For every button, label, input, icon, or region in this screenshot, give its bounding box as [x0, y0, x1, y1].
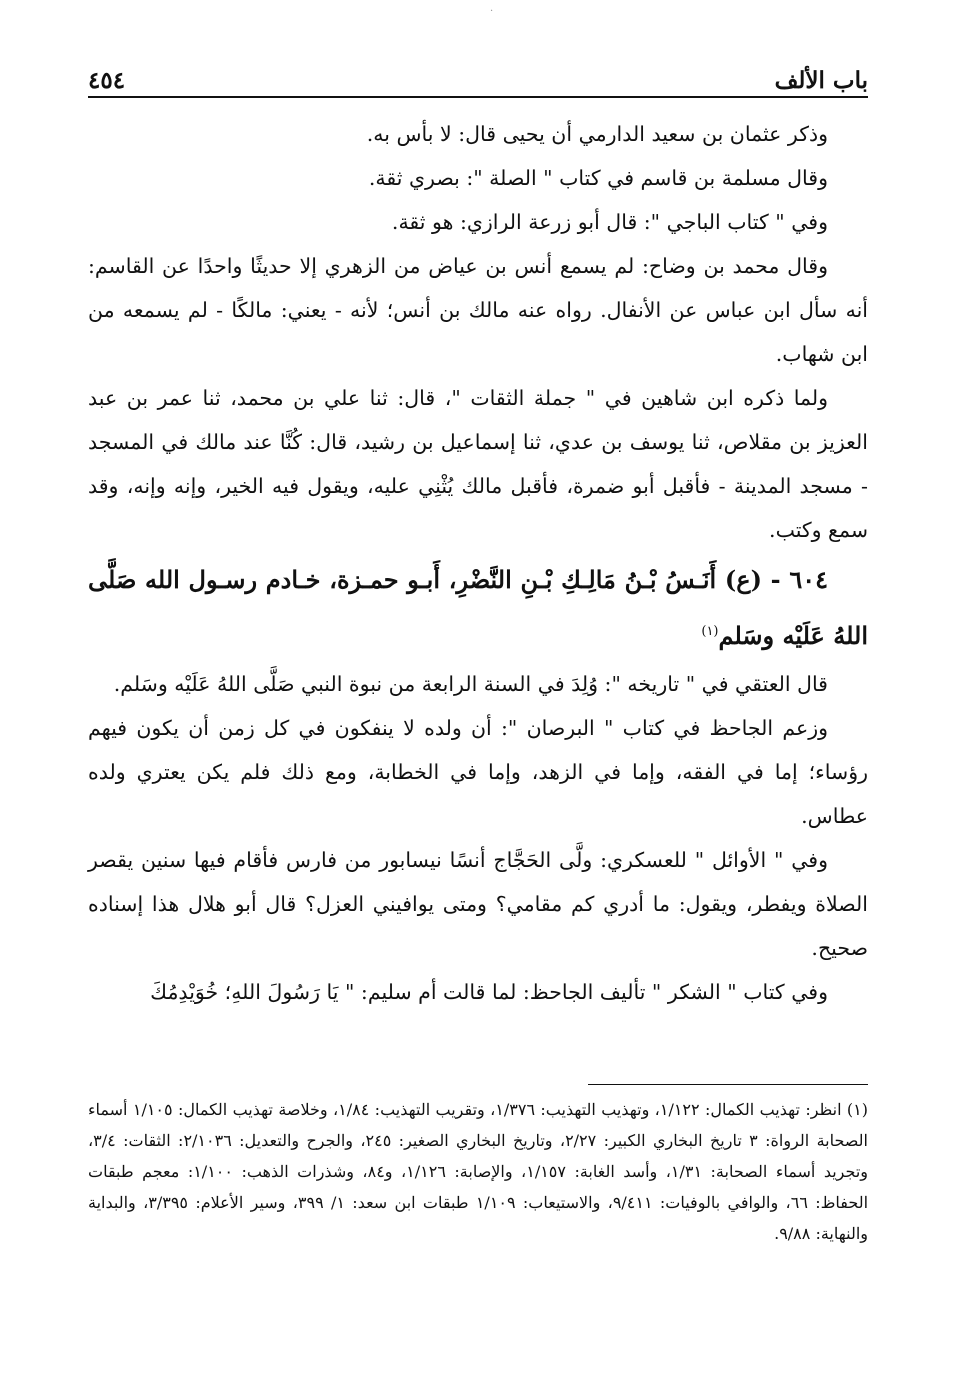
- page-header: [88, 52, 868, 94]
- footnote-rule: [588, 1084, 868, 1085]
- paragraph: وذكر عثمان بن سعيد الدارمي أن يحيى قال: لا بأس به.: [366, 122, 828, 146]
- entry-heading-text: ٦٠٤ - (ع) أَنَـسُ بْـنُ مَالِـكِ بْـنِ النَّضْرِ، أَبـو حمـزة، خـادم رسـول الله صَلَّى اللهُ عَلَيْه وسَلم: [88, 565, 868, 650]
- paragraph: وفي " كتاب الباجي ": قال أبو زرعة الرازي: هو ثقة.: [391, 210, 828, 234]
- footnote-text: (١) انظر: تهذيب الكمال: ١/١٢٢، وتهذيب التهذيب: ١/٣٧٦، وتقريب التهذيب: ١/٨٤، وخلاصة تهذيب الكمال: ١/١٠٥ أسماء الصحابة الرواة: ٣ تاريخ البخاري الكبير: ٢/٢٧، وتاريخ البخاري الصغير: ٢٤٥، والجرح والتعديل: ٢/١٠٣٦: الثقات: ٣/٤، وتجريد أسماء الصحابة: ١/٣١، وأسد الغابة: ١/١٥٧، والإصابة: ١/١٢٦، و٨٤، وشذرات الذهب: ١/١٠٠: معجم طبقات الحفاظ: ٦٦، والوافي بالوفيات: ٩/٤١١، والاستيعاب: ١/١٠٩ طبقات ابن سعد: ١/ ٣٩٩، وسير الأعلام: ٣/٣٩٥، والبداية والنهاية: ٩/٨٨.: [88, 1100, 869, 1243]
- chapter-title: باب الألف: [774, 67, 868, 94]
- header-rule: [88, 96, 868, 98]
- paragraph: وزعم الجاحظ في كتاب " البرصان ": أن ولده لا ينفكون في كل زمن أن يكون فيهم رؤساء؛ إما في الفقه، وإما في الزهد، وإما في الخطابة، ومع ذلك فلم يكن يعتري ولده عطاس.: [88, 716, 868, 828]
- paragraph: وقال محمد بن وضاح: لم يسمع أنس بن عياض من الزهري إلا حديثًا واحدًا عن القاسم: أنه سأل ابن عباس عن الأنفال. رواه عنه مالك بن أنس؛ لأنه - يعني: مالكًا - لم يسمعه من ابن شهاب.: [88, 254, 868, 366]
- paragraph: وفي " الأوائل " للعسكري: ولَّى الحَجَّاج أنسًا نيسابور من فارس فأقام فيها سنين يقصر الصلاة ويفطر، ويقول: ما أدري كم مقامي؟ ومتى يوافيني العزل؟ قال أبو هلال هذا إسناده صحيح.: [88, 848, 868, 960]
- main-text: [88, 112, 868, 1014]
- scan-mark: ·: [490, 6, 494, 17]
- footnote-marker: (١): [701, 624, 719, 639]
- page-number: ٤٥٤: [88, 67, 126, 94]
- paragraph: ولما ذكره ابن شاهين في " جملة الثقات "، قال: ثنا علي بن محمد، ثنا عمر بن عبد العزيز بن مقلاص، ثنا يوسف بن عدي، ثنا إسماعيل بن رشيد، قال: كُنَّا عند مالك في المسجد - مسجد المدينة - فأقبل أبو ضمرة، فأقبل مالك يُثْنِي عليه، ويقول فيه الخير، وإنه وإنه، وقد سمع وكتب.: [88, 386, 868, 542]
- entry-heading: [88, 554, 868, 662]
- paragraph: وفي كتاب " الشكر " تأليف الجاحظ: لما قالت أم سليم: " يَا رَسُولَ اللهِ؛ خُوَيْدِمُكَ: [150, 980, 828, 1004]
- paragraph: قال العتقي في " تاريخه ": وُلِدَ في السنة الرابعة من نبوة النبي صَلَّى اللهُ عَلَيْه وسَلم.: [113, 672, 828, 696]
- footnotes: [88, 1094, 868, 1249]
- paragraph: وقال مسلمة بن قاسم في كتاب " الصلة ": بصري ثقة.: [368, 166, 828, 190]
